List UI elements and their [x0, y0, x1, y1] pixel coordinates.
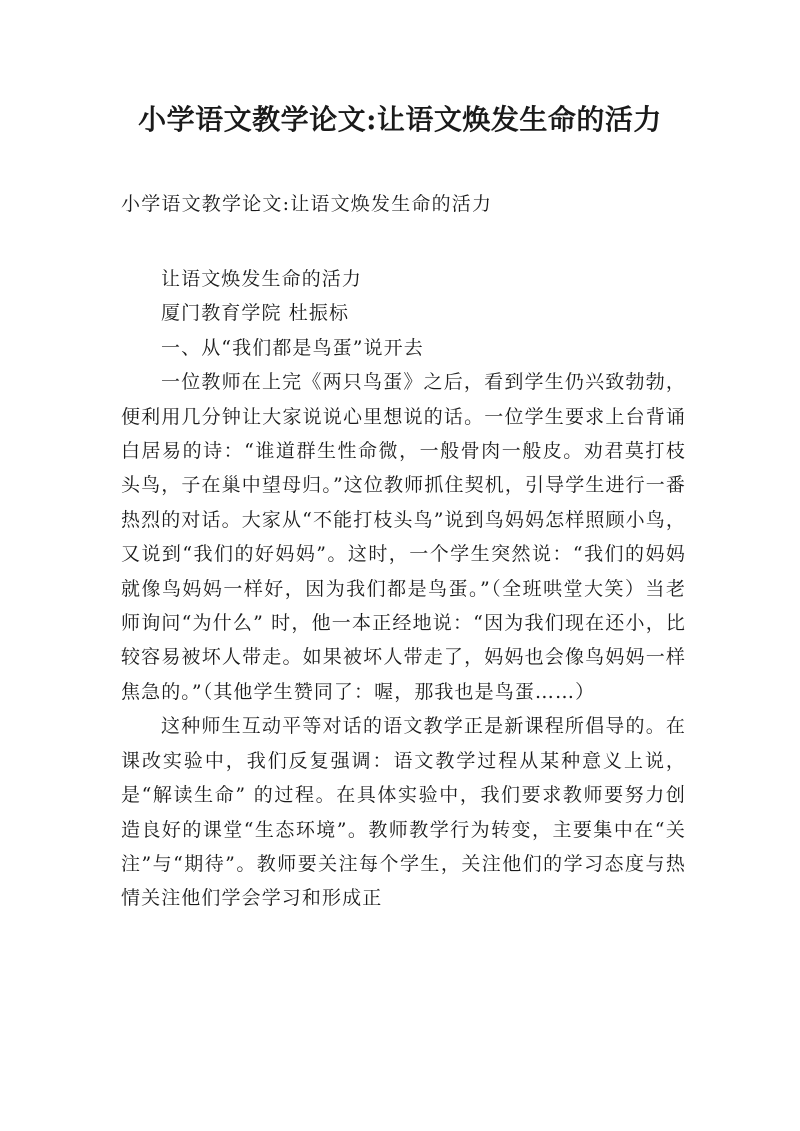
paragraph-story: 一位教师在上完《两只鸟蛋》之后，看到学生仍兴致勃勃，便利用几分钟让大家说说心里想说的话。一位学生要求上台背诵白居易的诗：“谁道群生性命微，一般骨肉一般皮。劝君莫打枝头鸟，子在巢中望母归。”这位教师抓住契机，引导学生进行一番热烈的对话。大家从“不能打枝头鸟”说到鸟妈妈怎样照顾小鸟，又说到“我们的好妈妈”。这时，一个学生突然说：“我们的妈妈就像鸟妈妈一样好，因为我们都是鸟蛋。”（全班哄堂大笑）当老师询问“为什么” 时，他一本正经地说：“因为我们现在还小，比较容易被坏人带走。如果被坏人带走了，妈妈也会像鸟妈妈一样焦急的。”（其他学生赞同了：喔，那我也是鸟蛋……）	[121, 371, 686, 703]
paragraph-author: 厦门教育学院 杜振标	[161, 302, 350, 325]
paragraph-section-heading: 一、从“我们都是鸟蛋”说开去	[161, 336, 424, 359]
document-subtitle: 小学语文教学论文:让语文焕发生命的活力	[121, 193, 493, 215]
paragraph-heading: 让语文焕发生命的活力	[161, 268, 363, 290]
paragraph-discussion: 这种师生互动平等对话的语文教学正是新课程所倡导的。在课改实验中，我们反复强调：语文教学过程从某种意义上说，是“解读生命” 的过程。在具体实验中，我们要求教师要努力创造良好的课堂“生态环境”。教师教学行为转变，主要集中在“关注”与“期待”。教师要关注每个学生，关注他们的学习态度与热情关注他们学会学习和形成正	[121, 715, 686, 910]
document-body	[121, 262, 686, 916]
document-title: 小学语文教学论文:让语文焕发生命的活力	[138, 103, 662, 136]
